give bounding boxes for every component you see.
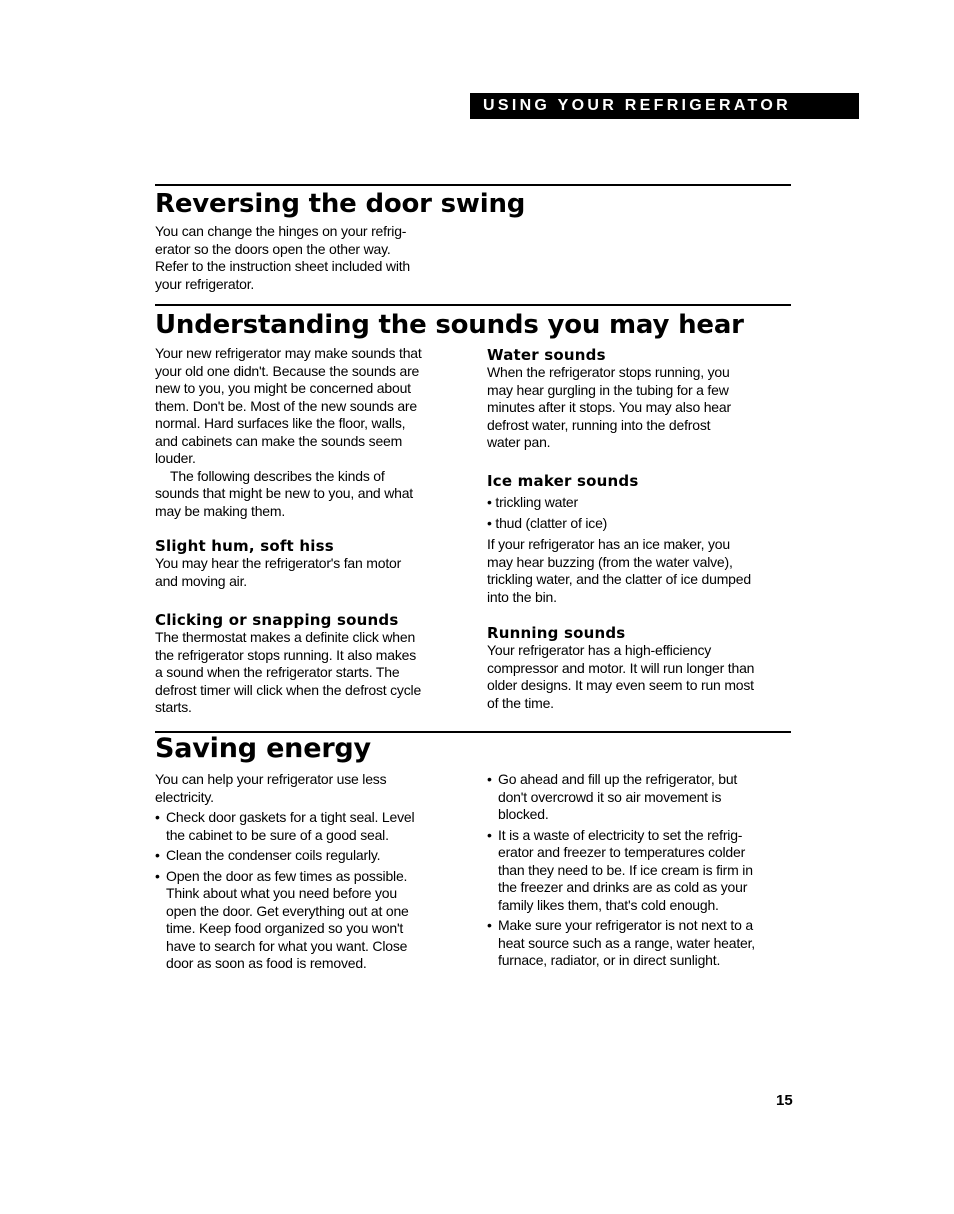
energy-bullet (487, 827, 791, 915)
icemaker-bullet: • trickling water (487, 494, 578, 510)
energy-bullet (155, 809, 475, 844)
sounds-left-column (155, 345, 475, 520)
icemaker-bullet-list (487, 494, 791, 532)
energy-bullet-line: time. Keep food organized so you won't (166, 920, 404, 936)
clicking-body-line: the refrigerator stops running. It also makes (155, 646, 417, 663)
sounds-intro-line: your old one didn't. Because the sounds are (155, 362, 420, 379)
section-rule-top (155, 184, 791, 186)
icemaker-heading: Ice maker sounds (487, 472, 639, 490)
energy-left-column (155, 771, 475, 973)
sounds-intro-line: louder. (155, 450, 196, 466)
energy-bullet-line: Open the door as few times as possible. (166, 867, 408, 884)
reversing-body-line: erator so the doors open the other way. (155, 240, 391, 257)
icemaker-bullet: • thud (clatter of ice) (487, 514, 608, 531)
sounds-intro-line: and cabinets can make the sounds seem (155, 432, 403, 449)
section-banner: USING YOUR REFRIGERATOR (470, 93, 859, 119)
energy-bullet-line: Check door gaskets for a tight seal. Level (166, 809, 415, 825)
section-rule-sounds (155, 304, 791, 306)
water-body-line: water pan. (487, 434, 551, 450)
energy-bullet (155, 847, 475, 865)
energy-bullet-line: Go ahead and fill up the refrigerator, but (498, 771, 738, 787)
water-body-line: may hear gurgling in the tubing for a few (487, 381, 729, 398)
clicking-body-line: defrost timer will click when the defrost cycle (155, 681, 422, 698)
sounds-intro-line: them. Don't be. Most of the new sounds are (155, 397, 417, 414)
running-body-line: compressor and motor. It will run longer than (487, 659, 755, 676)
hum-body-line: You may hear the refrigerator's fan motor (155, 555, 402, 571)
icemaker-body-line: into the bin. (487, 588, 557, 605)
water-body-line: defrost water, running into the defrost (487, 416, 711, 433)
energy-bullet-line: don't overcrowd it so air movement is (498, 788, 722, 805)
energy-intro-line: electricity. (155, 788, 214, 805)
water-heading: Water sounds (487, 346, 606, 364)
energy-bullet-line: It is a waste of electricity to set the refrig- (498, 826, 743, 843)
energy-bullet (487, 771, 791, 824)
energy-bullet-line: Think about what you need before you (166, 885, 397, 901)
energy-bullet-line: heat source such as a range, water heater, (498, 934, 755, 951)
energy-intro-line: You can help your refrigerator use less (155, 771, 387, 787)
reversing-title: Reversing the door swing (155, 189, 526, 219)
clicking-heading: Clicking or snapping sounds (155, 611, 399, 629)
running-body-line: older designs. It may even seem to run most (487, 677, 754, 693)
running-body-line: Your refrigerator has a high-efficiency (487, 642, 712, 658)
running-block (487, 624, 791, 712)
hum-heading: Slight hum, soft hiss (155, 537, 334, 555)
energy-bullet (155, 868, 475, 973)
sounds-intro2-line: may be making them. (155, 502, 286, 519)
reversing-body-line: Refer to the instruction sheet included with (155, 258, 411, 274)
energy-bullet-line: have to search for what you want. Close (166, 937, 408, 954)
sounds-title: Understanding the sounds you may hear (155, 310, 744, 340)
energy-left-bullets (155, 809, 475, 973)
energy-bullet-line: the cabinet to be sure of a good seal. (166, 826, 389, 843)
icemaker-body-line: trickling water, and the clatter of ice dumped (487, 571, 751, 587)
energy-bullet-line: open the door. Get everything out at one (166, 902, 409, 919)
energy-bullet-line: furnace, radiator, or in direct sunlight. (498, 952, 721, 968)
energy-bullet-line: family likes them, that's cold enough. (498, 896, 719, 913)
energy-bullet (487, 917, 791, 970)
sounds-intro-line: Your new refrigerator may make sounds that (155, 345, 422, 361)
running-body-line: of the time. (487, 694, 554, 711)
water-block (487, 346, 791, 452)
energy-title: Saving energy (155, 733, 371, 764)
clicking-body-line: The thermostat makes a definite click when (155, 629, 416, 645)
energy-bullet-line: the freezer and drinks are as cold as your (498, 879, 748, 895)
water-body-line: minutes after it stops. You may also hear (487, 399, 731, 415)
energy-right-bullets (487, 771, 791, 970)
icemaker-body-line: If your refrigerator has an ice maker, you (487, 536, 730, 552)
sounds-intro2-line: sounds that might be new to you, and what (155, 485, 413, 501)
page-number: 15 (776, 1092, 793, 1109)
energy-bullet-line: Clean the condenser coils regularly. (166, 847, 381, 863)
energy-right-column (487, 771, 791, 970)
energy-bullet-line: blocked. (498, 806, 549, 822)
hum-block (155, 537, 475, 590)
reversing-body-line: your refrigerator. (155, 275, 255, 292)
sounds-intro-line: new to you, you might be concerned about (155, 380, 411, 396)
running-heading: Running sounds (487, 624, 626, 642)
reversing-body-line: You can change the hinges on your refrig- (155, 223, 407, 239)
clicking-block (155, 611, 475, 717)
sounds-intro-line: normal. Hard surfaces like the floor, walls, (155, 415, 406, 431)
icemaker-body-line: may hear buzzing (from the water valve), (487, 553, 733, 570)
energy-bullet-line: Make sure your refrigerator is not next to a (498, 917, 753, 933)
sounds-intro2-line: The following describes the kinds of (170, 467, 385, 484)
clicking-body-line: a sound when the refrigerator starts. The (155, 664, 400, 680)
hum-body-line: and moving air. (155, 572, 247, 589)
energy-bullet-line: door as soon as food is removed. (166, 955, 367, 971)
energy-bullet-line: erator and freezer to temperatures colder (498, 844, 746, 860)
clicking-body-line: starts. (155, 699, 192, 715)
reversing-body (155, 223, 455, 293)
energy-bullet-line: than they need to be. If ice cream is firm in (498, 861, 753, 878)
icemaker-block (487, 472, 791, 606)
water-body-line: When the refrigerator stops running, you (487, 364, 730, 380)
